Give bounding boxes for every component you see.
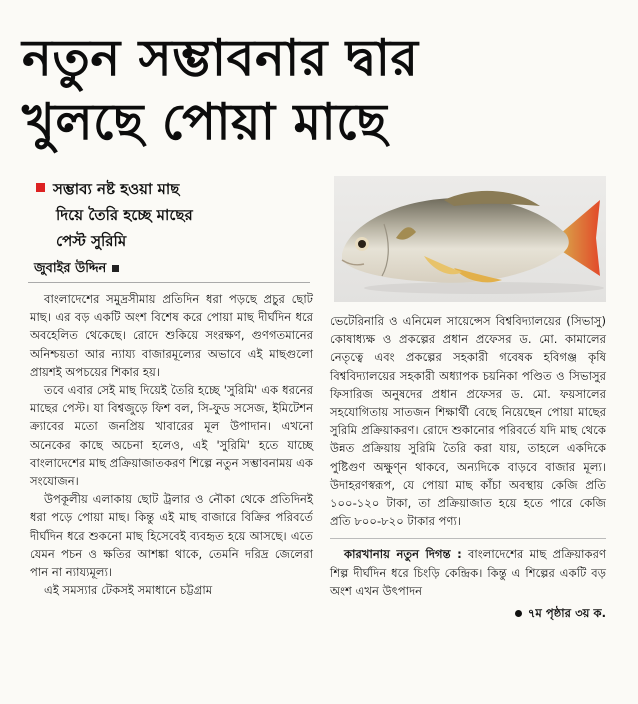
section-divider (330, 538, 606, 539)
paragraph: এই সমস্যার টেকসই সমাধানে চট্টগ্রাম (44, 583, 213, 598)
fish-photo (334, 176, 606, 302)
red-square-bullet-icon (36, 183, 45, 192)
article-column-2 (330, 312, 606, 622)
byline (34, 259, 294, 280)
headline (22, 26, 622, 154)
kicker-line-2: দিয়ে তৈরি হচ্ছে মাছের (56, 206, 193, 224)
kicker (36, 176, 286, 254)
kicker-line-3: পেস্ট সুরিমি (56, 232, 127, 250)
kicker-line-1-wrap (36, 176, 286, 202)
continued-reference (330, 604, 606, 622)
paragraph: বাংলাদেশের সমুদ্রসীমায় প্রতিদিন ধরা পড়ছে প্রচুর ছোট মাছ। এর বড় একটি অংশ বিশেষ করে পোয়া মাছ দীর্ঘদিন ধরে অবহেলিত থেকেছে। রোদে শুকিয়ে সংরক্ষণ, গুণগতমানের অনিশ্চয়তা আর ন্যায্য বাজারমূল্যের অভাবে এই মাছগুলো প্রায়শই অপচয়ের শিকার হয়। (30, 292, 313, 379)
paragraph-text: বাংলাদেশের মাছ প্রক্রিয়াকরণ শিল্প দীর্ঘদিন ধরে চিংড়ি কেন্দ্রিক। কিন্তু এ শিল্পের একটি বড় অংশ এখন উৎপাদন (330, 547, 606, 598)
paragraph: তবে এবার সেই মাছ দিয়েই তৈরি হচ্ছে 'সুরিমি' এক ধরনের মাছের পেস্ট। যা বিশ্বজুড়ে ফিশ বল, সি-ফুড সসেজ, ইমিটেশন ক্র্যাবের মতো জনপ্রিয় খাবারের মূল উপাদান। এখনো অনেকের কাছে অচেনা হলেও, এই 'সুরিমি' হতে যাচ্ছে বাংলাদেশের মাছ প্রক্রিয়াজাতকরণ শিল্পে নতুন সম্ভাবনাময় এক সংযোজন। (30, 383, 313, 489)
paragraph: ভেটেরিনারি ও এনিমেল সায়েন্সেস বিশ্ববিদ্যালয়ের (সিভাসু) কোষাধ্যক্ষ ও প্রকল্পের প্রধান প্রফেসর ড. মো. কামালের নেতৃত্বে এবং প্রকল্পের সহকারী গবেষক হবিগঞ্জ কৃষি বিশ্ববিদ্যালয়ের সহকারী অধ্যাপক চয়নিকা পণ্ডিত ও সিভাসুর ফিসারিজ অনুষদের প্রধান প্রফেসর ড. মো. ফয়সালের সহযোগিতায় সাতজন শিক্ষার্থী বেছে নিয়েছেন পোয়া মাছের সুরিমি প্রক্রিয়াকরণ। রোদে শুকানোর পরিবর্তে যদি মাছ থেকে উন্নত প্রক্রিয়ায় সুরিমি তৈরি করা যায়, তাহলে একদিকে পুষ্টিগুণ অক্ষুণ্ন থাকবে, অন্যদিকে বাড়বে বাজার মূল্য। উদাহরণস্বরূপ, যে পোয়া মাছ কাঁচা অবস্থায় কেজি প্রতি ১০০-১২০ টাকা, তা প্রক্রিয়াজাত হয়ে হতে পারে কেজি প্রতি ৮০০-৮২০ টাকার পণ্য। (330, 314, 606, 529)
byline-divider (28, 282, 310, 283)
square-marker-icon (112, 265, 119, 272)
paragraph-with-subhead (330, 545, 606, 600)
article-column-1 (30, 290, 313, 599)
subheading: কারখানায় নতুন দিগন্ত : (344, 547, 462, 562)
continued-text: ৭ম পৃষ্ঠার ৩য় ক. (527, 606, 606, 621)
paragraph: উপকূলীয় এলাকায় ছোট ট্রলার ও নৌকা থেকে প্রতিদিনই ধরা পড়ে পোয়া মাছ। কিন্তু এই মাছ বাজারে বিক্রির পরিবর্তে দীর্ঘদিন ধরে শুকনো মাছ হিসেবেই ব্যবহৃত হয়ে আসছে। এতে যেমন পচন ও ক্ষতির আশঙ্কা থাকে, তেমনি দরিদ্র জেলেরা পান না ন্যায্যমূল্য। (30, 492, 313, 580)
headline-line-2: খুলছে পোয়া মাছে (22, 93, 388, 151)
fish-illustration-icon (334, 176, 606, 302)
headline-line-1: নতুন সম্ভাবনার দ্বার (22, 29, 419, 87)
author-name: জুবাইর উদ্দিন (34, 261, 107, 276)
bullet-dot-icon (515, 610, 522, 617)
kicker-line-1: সম্ভাব্য নষ্ট হওয়া মাছ (53, 180, 180, 198)
